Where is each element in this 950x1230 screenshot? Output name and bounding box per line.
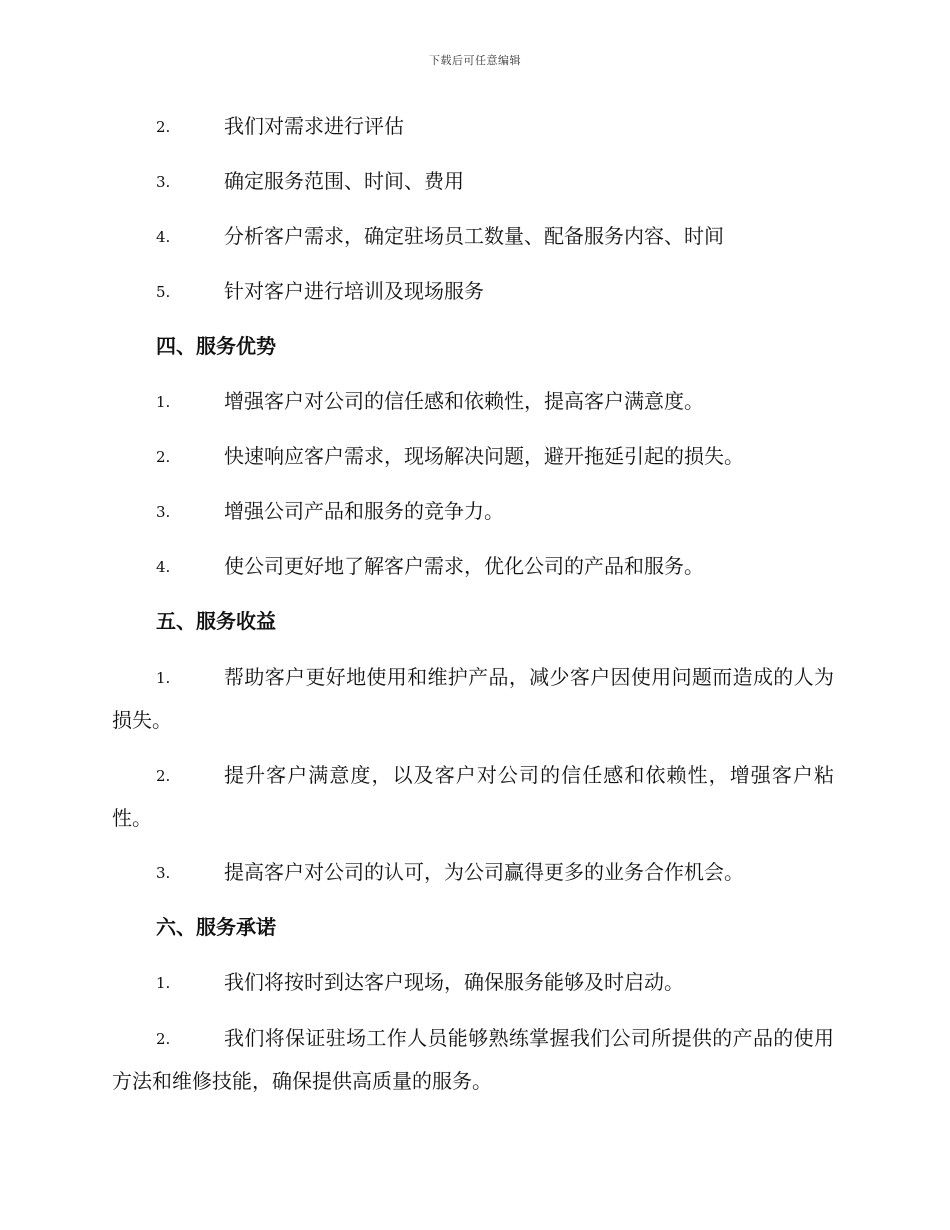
section-heading-commitment: 六、服务承诺 [156, 915, 276, 939]
list-item-text: 我们将按时到达客户现场，确保服务能够及时启动。 [224, 970, 684, 994]
list-item [112, 271, 834, 326]
list-item-number: 2. [156, 448, 171, 466]
list-item-number: 3. [156, 173, 171, 191]
list-item [112, 106, 834, 161]
list-item-number: 5. [156, 283, 171, 301]
list-item-text: 帮助客户更好地使用和维护产品，减少客户因使用问题而造成的人为损失。 [112, 665, 834, 732]
list-item-number: 1. [156, 669, 171, 687]
list-item [112, 161, 834, 216]
list-item [112, 656, 834, 742]
list-item-text: 我们将保证驻场工作人员能够熟练掌握我们公司所提供的产品的使用方法和维修技能，确保提供高质量的服务。 [112, 1026, 834, 1093]
list-item [112, 436, 834, 491]
list-item-number: 2. [156, 1030, 171, 1048]
list-item-number: 2. [156, 767, 171, 785]
list-item-text: 增强公司产品和服务的竞争力。 [224, 499, 504, 523]
list-item-text: 提升客户满意度，以及客户对公司的信任感和依赖性，增强客户粘性。 [112, 763, 834, 830]
section-heading-benefits: 五、服务收益 [156, 609, 276, 633]
page-header: 下载后可任意编辑 [429, 54, 521, 67]
list-item-number: 3. [156, 503, 171, 521]
list-item-number: 4. [156, 228, 171, 246]
list-item [112, 852, 834, 907]
list-item-number: 4. [156, 558, 171, 576]
list-item-text: 我们对需求进行评估 [224, 114, 404, 138]
list-item [112, 491, 834, 546]
list-item-text: 快速响应客户需求，现场解决问题，避开拖延引起的损失。 [224, 444, 744, 468]
list-item [112, 381, 834, 436]
list-item [112, 962, 834, 1017]
list-item [112, 1017, 834, 1103]
list-item-text: 确定服务范围、时间、费用 [224, 169, 464, 193]
list-item [112, 754, 834, 840]
list-item-text: 增强客户对公司的信任感和依赖性，提高客户满意度。 [224, 389, 704, 413]
list-item-number: 1. [156, 393, 171, 411]
section-heading-advantages: 四、服务优势 [156, 334, 276, 358]
list-item [112, 546, 834, 601]
list-item-text: 提高客户对公司的认可，为公司赢得更多的业务合作机会。 [224, 860, 744, 884]
document-body [112, 106, 834, 1115]
list-item-number: 3. [156, 864, 171, 882]
list-item [112, 216, 834, 271]
list-item-number: 1. [156, 974, 171, 992]
list-item-number: 2. [156, 118, 171, 136]
list-item-text: 分析客户需求，确定驻场员工数量、配备服务内容、时间 [224, 224, 724, 248]
list-item-text: 针对客户进行培训及现场服务 [224, 279, 484, 303]
list-item-text: 使公司更好地了解客户需求，优化公司的产品和服务。 [224, 554, 704, 578]
